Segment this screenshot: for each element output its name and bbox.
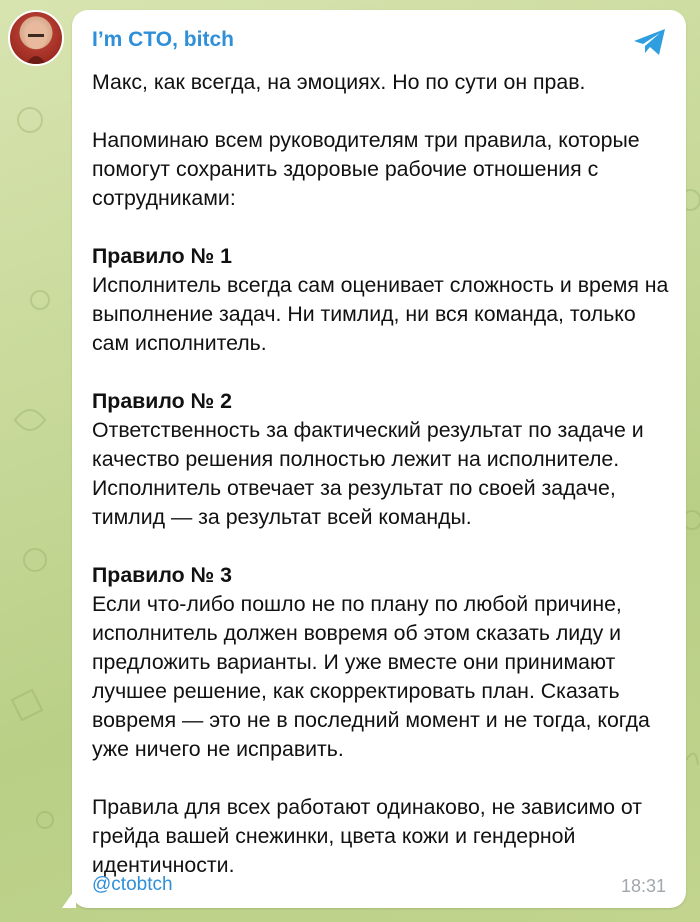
share-arrow-icon[interactable] [632, 26, 668, 58]
rule-2-text: Ответственность за фактический результат по задаче и качество решения полностью лежит на исполнителе. Исполнитель отвечает за результат по своей задаче, тимлид — за результат всей команды. [92, 418, 644, 529]
rule-1-title: Правило № 1 [92, 244, 233, 268]
bubble-tail [62, 888, 76, 908]
channel-name[interactable]: I’m CTO, bitch [92, 28, 234, 51]
message-time: 18:31 [620, 876, 666, 896]
closing-paragraph: Правила для всех работают одинаково, не зависимо от грейда вашей снежинки, цвета кожи и гендерной идентичности. [92, 795, 643, 877]
paragraph-reminder: Напоминаю всем руководителям три правила, которые помогут сохранить здоровые рабочие отношения с сотрудниками: [92, 128, 640, 210]
message-text [92, 68, 677, 880]
paragraph-intro: Макс, как всегда, на эмоциях. Но по сути он прав. [92, 70, 586, 94]
author-link[interactable]: @ctobtch [92, 874, 173, 895]
rule-3-title: Правило № 3 [92, 563, 233, 587]
rule-3-text: Если что-либо пошло не по плану по любой причине, исполнитель должен вовремя об этом сказать лиду и предложить варианты. И уже вместе они принимают лучшее решение, как скорректировать план. Сказать вовремя — это не в последний момент и не тогда, когда уже ничего не исправить. [92, 592, 650, 761]
channel-avatar[interactable] [8, 10, 64, 66]
message-bubble [72, 10, 686, 908]
rule-2-title: Правило № 2 [92, 389, 233, 413]
rule-1-text: Исполнитель всегда сам оценивает сложность и время на выполнение задач. Ни тимлид, ни вся команда, только сам исполнитель. [92, 273, 669, 355]
avatar-face-icon [10, 12, 62, 64]
